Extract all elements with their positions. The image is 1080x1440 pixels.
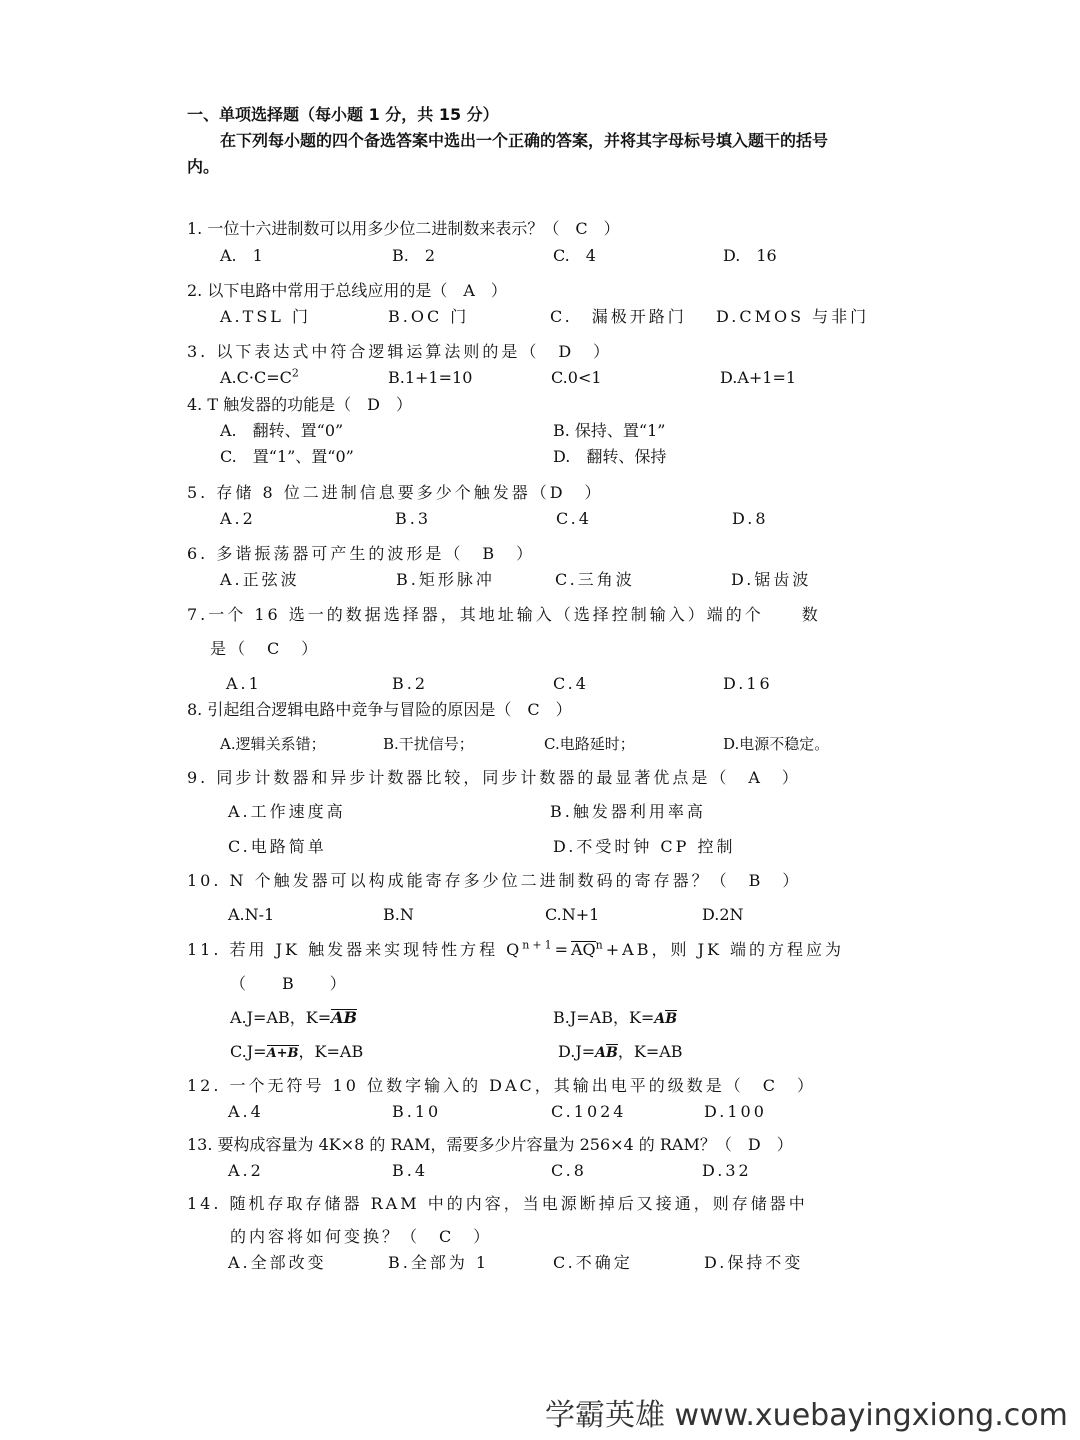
option-c: C.电路延时； [544,735,635,753]
option-b: B.J=AB，K=AB [553,1008,678,1027]
option-a: A.TSL 门 [220,307,311,326]
option-d: D.保持不变 [704,1253,804,1272]
option-b: B. 保持、置“1” [553,421,666,440]
option-d: D.不受时钟 CP 控制 [553,837,736,856]
question-stem: 8. 引起组合逻辑电路中竞争与冒险的原因是（ C ） [187,700,572,719]
option-c: C.三角波 [555,570,635,589]
option-a: A.N-1 [228,905,275,924]
option-d: D. 翻转、保持 [553,447,667,466]
section-instruction-cont: 内。 [187,157,220,176]
option-c: C.N+1 [545,905,600,924]
question-stem-cont: 是（ C ） [210,639,321,658]
option-d: D. 16 [723,246,777,265]
question-stem: 5. 存储 8 位二进制信息要多少个触发器（D ） [187,483,604,502]
option-a: A.1 [226,674,262,693]
question-stem: 1. 一位十六进制数可以用多少位二进制数来表示？（ C ） [187,219,620,238]
question-stem: 14. 随机存取存储器 RAM 中的内容，当电源断掉后又接通，则存储器中 [187,1194,808,1213]
section-instruction: 在下列每小题的四个备选答案中选出一个正确的答案，并将其字母标号填入题干的括号 [220,131,829,150]
option-d: D.16 [723,674,773,693]
question-stem: 3. 以下表达式中符合逻辑运算法则的是（ D ） [187,342,613,361]
option-b: B.OC 门 [388,307,470,326]
question-stem-cont: 的内容将如何变换？（ C ） [230,1227,493,1246]
option-c: C.4 [556,509,592,528]
option-b: B.矩形脉冲 [396,570,495,589]
option-d: D.CMOS 与非门 [716,307,870,326]
option-b: B.4 [392,1161,429,1180]
question-stem: 12. 一个无符号 10 位数字输入的 DAC，其输出电平的级数是（ C ） [187,1076,817,1095]
question-stem: 10. N 个触发器可以构成能寄存多少位二进制数码的寄存器？（ B ） [187,871,802,890]
option-b: B.1+1=10 [388,368,473,387]
option-d: D.电源不稳定。 [723,735,830,753]
option-a: A.2 [220,509,256,528]
option-c: C.1024 [551,1102,627,1121]
question-stem: 4. T 触发器的功能是（ D ） [187,395,412,414]
option-a: A.2 [228,1161,264,1180]
option-b: B.3 [395,509,432,528]
option-c: C. 4 [553,246,596,265]
section-heading: 一、单项选择题（每小题 1 分，共 15 分） [187,105,499,124]
option-a: A. 翻转、置“0” [220,421,344,440]
option-c: C. 漏极开路门 [550,307,687,326]
option-d: D.8 [732,509,769,528]
option-c: C.不确定 [553,1253,633,1272]
option-c: C.0<1 [551,368,602,387]
option-b: B.全部为 1 [388,1253,490,1272]
option-a: A.J=AB，K=AB [230,1008,358,1027]
question-stem: 7.一个 16 选一的数据选择器，其地址输入（选择控制输入）端的个 数 [187,605,821,624]
option-b: B. 2 [392,246,436,265]
option-d: D.J=AB，K=AB [558,1042,683,1061]
option-a: A.逻辑关系错； [220,735,326,753]
question-stem: 13. 要构成容量为 4K×8 的 RAM，需要多少片容量为 256×4 的 RAM？（ D ） [187,1135,793,1154]
option-d: D.100 [704,1102,767,1121]
question-stem: 2. 以下电路中常用于总线应用的是（ A ） [187,281,507,300]
option-a: A.4 [228,1102,264,1121]
option-a: A. 1 [220,246,263,265]
option-b: B.2 [392,674,429,693]
option-c: C.4 [553,674,589,693]
option-c: C.电路简单 [228,837,327,856]
option-b: B.干扰信号； [383,735,474,753]
option-c: C. 置“1”、置“0” [220,447,354,466]
option-a: A.工作速度高 [228,802,346,821]
option-b: B.10 [392,1102,442,1121]
option-a: $A.C\cdot C=C^2$ [220,366,299,387]
option-a: A.全部改变 [228,1253,327,1272]
option-c: C.J=A+B，K=AB [230,1042,364,1061]
option-c: C.8 [551,1161,587,1180]
option-d: D.32 [702,1161,752,1180]
superscript: 2 [291,366,299,380]
question-stem: 11. 若用 JK 触发器来实现特性方程 $Q^{n+1}=AQ^n+AB$，则 JK 端的方程应为 [187,938,845,959]
question-stem-cont: （ B ） [230,974,356,993]
option-d: D.锯齿波 [731,570,812,589]
question-stem: 9. 同步计数器和异步计数器比较，同步计数器的最显著优点是（ A ） [187,768,801,787]
option-a: A.正弦波 [220,570,300,589]
option-d: D.A+1=1 [720,368,797,387]
option-b: B.N [383,905,414,924]
watermark: 学霸英雄 www.xuebayingxiong.com [545,1398,1068,1433]
option-b: B.触发器利用率高 [550,802,706,821]
option-d: D.2N [702,905,744,924]
question-stem: 6. 多谐振荡器可产生的波形是（ B ） [187,544,536,563]
